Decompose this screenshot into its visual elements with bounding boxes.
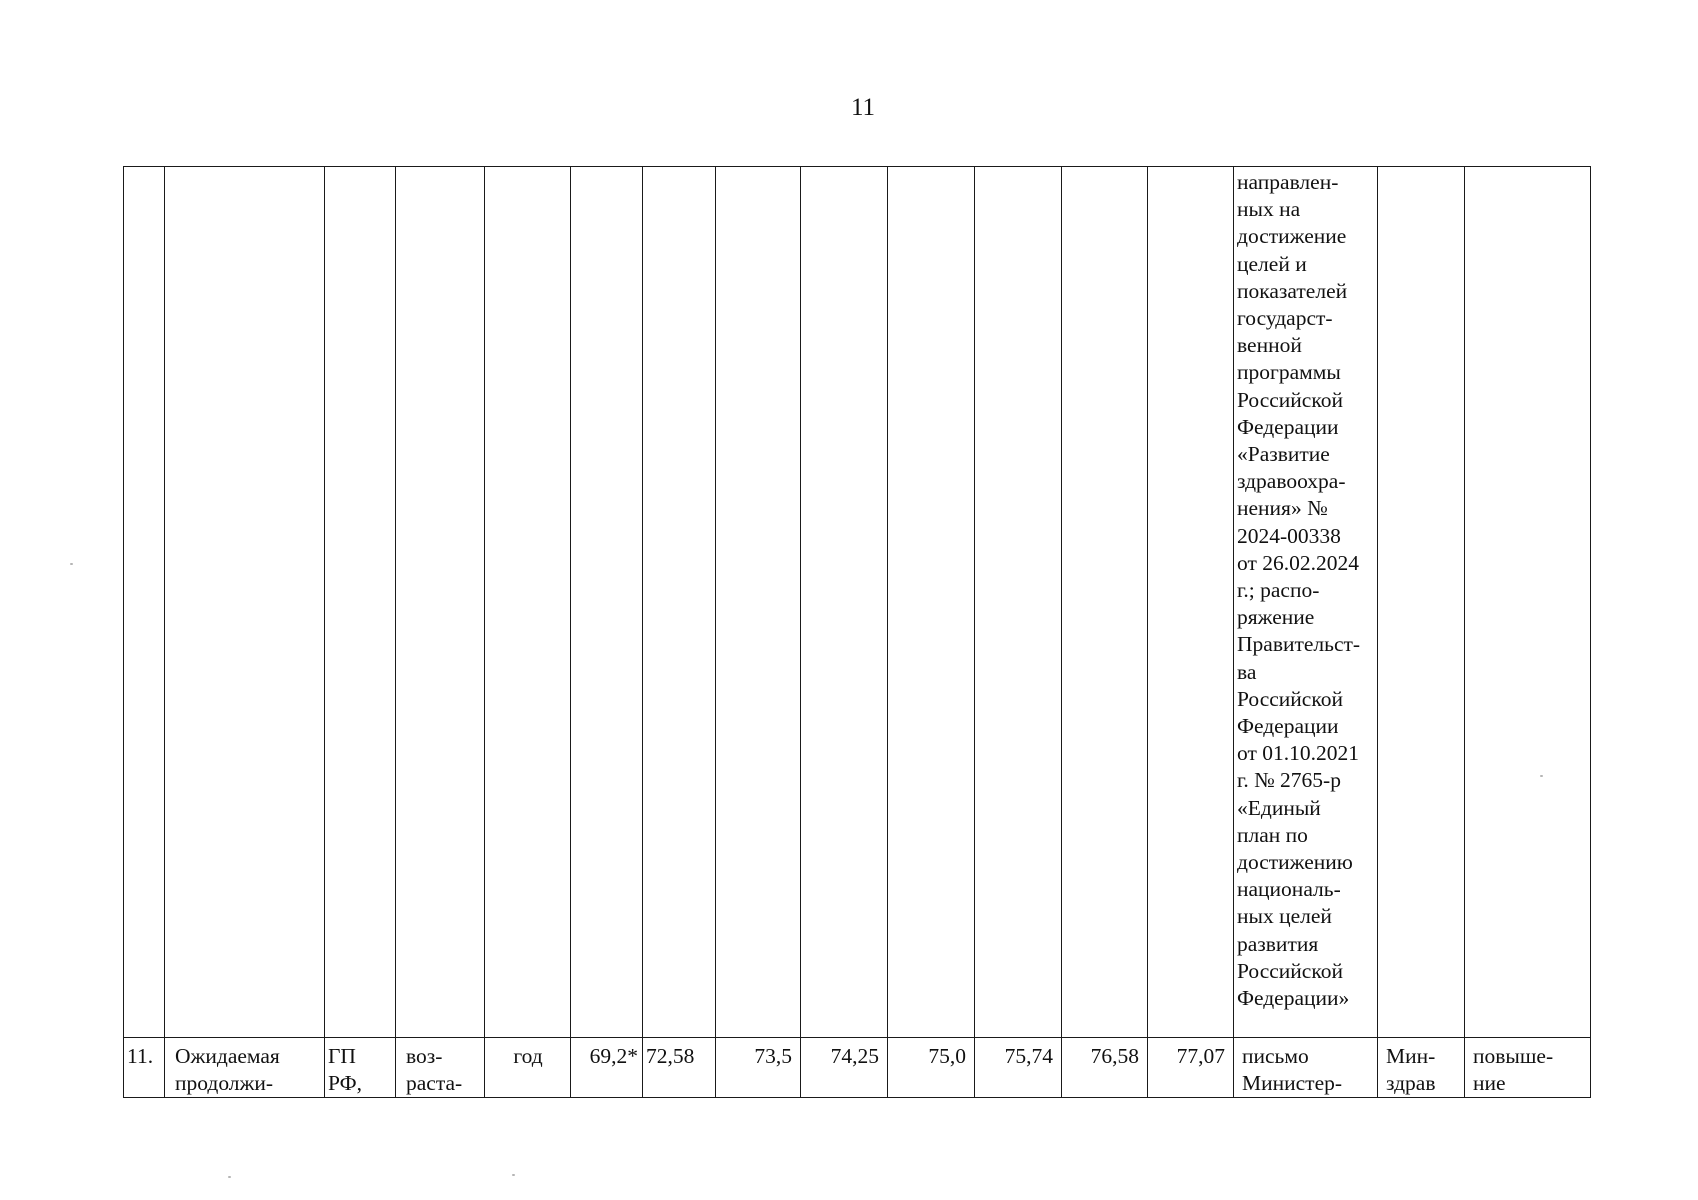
cell-year-6 <box>1062 1038 1148 1098</box>
year-value-5: 75,74 <box>1004 1044 1053 1068</box>
cell-unit-empty <box>485 167 571 1038</box>
year-value-2: 73,5 <box>754 1044 792 1068</box>
row-number: 11. <box>127 1044 154 1068</box>
year-value-4: 75,0 <box>928 1044 966 1068</box>
cell-year-5 <box>975 1038 1062 1098</box>
cell-year-2 <box>716 1038 801 1098</box>
cell-responsible-empty <box>1378 167 1465 1038</box>
year-value-3: 74,25 <box>830 1044 879 1068</box>
document-text: направлен- ных на достижение целей и показателей государст- венной программы Российской Федерации «Развитие здравоохра- нения» № 2024-00338 от 26.02.2024 г.; распо- ряжение Правительст- ва Российской Федерации от 01.10.2021 г. № 2765-р «Единый план по достижению националь- ных целей развития Российской Федерации» <box>1237 170 1361 1011</box>
cell-link <box>1465 1038 1591 1098</box>
cell-level <box>325 1038 396 1098</box>
cell-base-empty <box>571 167 643 1038</box>
cell-year-4 <box>888 1038 975 1098</box>
cell-year-7 <box>1148 1038 1234 1098</box>
document-text: письмо Министер- <box>1242 1044 1343 1096</box>
indicator-attribute: воз- раста- <box>406 1044 463 1096</box>
cell-responsible <box>1378 1038 1465 1098</box>
scan-speck <box>228 1176 231 1178</box>
cell-number <box>124 1038 165 1098</box>
cell-year-1 <box>643 1038 716 1098</box>
cell-document-continued <box>1234 167 1378 1038</box>
cell-year-2-empty <box>716 167 801 1038</box>
unit-of-measure: год <box>513 1044 543 1068</box>
cell-indicator <box>165 1038 325 1098</box>
cell-attribute-empty <box>396 167 485 1038</box>
cell-year-7-empty <box>1148 167 1234 1038</box>
indicator-name: Ожидаемая продолжи- <box>175 1044 280 1096</box>
page-number: 11 <box>850 94 876 121</box>
indicator-level: ГП РФ, <box>328 1044 362 1096</box>
cell-link-empty <box>1465 167 1591 1038</box>
cell-base-value <box>571 1038 643 1098</box>
cell-document <box>1234 1038 1378 1098</box>
cell-attribute <box>396 1038 485 1098</box>
indicators-table <box>123 166 1591 1098</box>
cell-year-4-empty <box>888 167 975 1038</box>
cell-level-empty <box>325 167 396 1038</box>
year-value-7: 77,07 <box>1176 1044 1225 1068</box>
year-value-6: 76,58 <box>1090 1044 1139 1068</box>
cell-year-5-empty <box>975 167 1062 1038</box>
year-value-1: 72,58 <box>646 1044 695 1068</box>
scan-speck <box>70 563 73 565</box>
cell-year-6-empty <box>1062 167 1148 1038</box>
scan-speck <box>512 1174 515 1176</box>
cell-indicator-empty <box>165 167 325 1038</box>
cell-year-1-empty <box>643 167 716 1038</box>
cell-unit <box>485 1038 571 1098</box>
cell-year-3-empty <box>801 167 888 1038</box>
link-text: повыше- ние <box>1473 1044 1554 1096</box>
cell-number-empty <box>124 167 165 1038</box>
table-row-continuation <box>124 167 1591 1038</box>
scan-speck <box>1540 775 1543 777</box>
cell-year-3 <box>801 1038 888 1098</box>
responsible-body: Мин- здрав <box>1386 1044 1436 1096</box>
table-row-11 <box>124 1038 1591 1098</box>
base-value: 69,2* <box>589 1044 638 1068</box>
